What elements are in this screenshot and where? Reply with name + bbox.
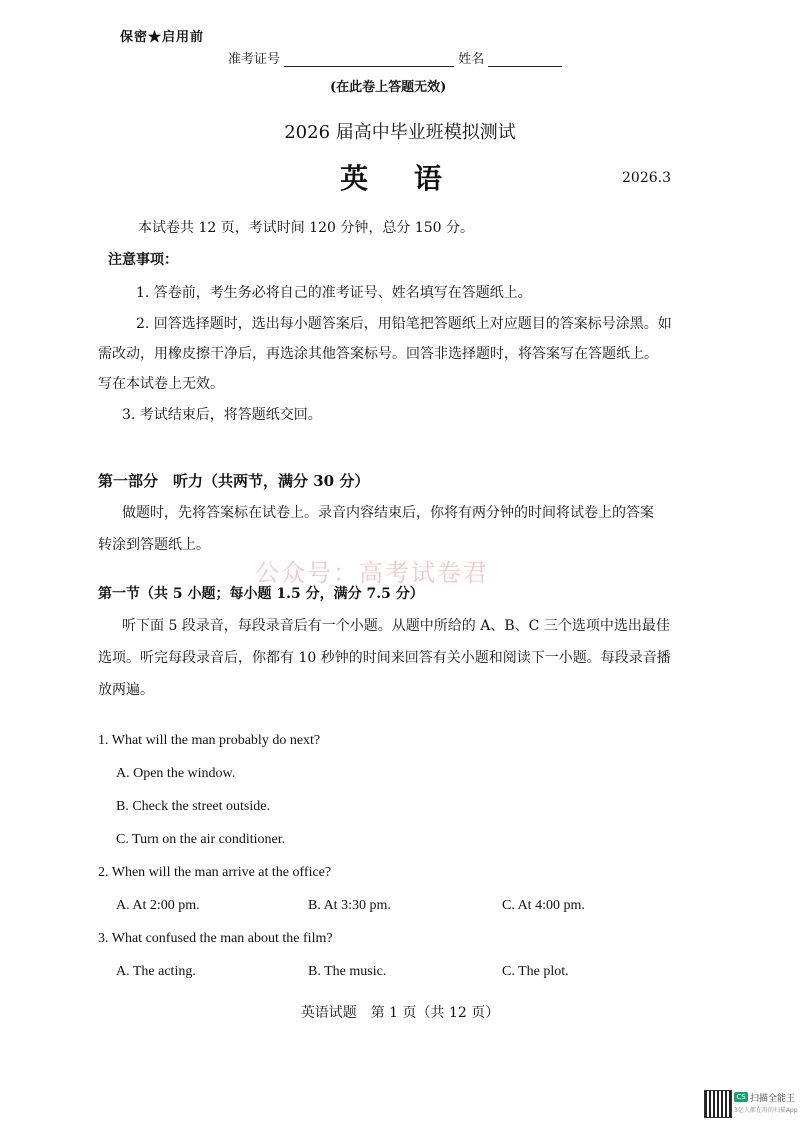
question-2-option-a[interactable]: A. At 2:00 pm.: [116, 898, 200, 913]
question-2-option-c[interactable]: C. At 4:00 pm.: [502, 898, 585, 913]
question-3-option-c[interactable]: C. The plot.: [502, 964, 569, 979]
watermark: 公众号：高考试卷君: [255, 559, 489, 587]
scanner-watermark: [704, 1090, 798, 1124]
camscanner-logo-icon: CS: [734, 1092, 748, 1102]
section1-instruction-line-2: 选项。听完每段录音后，你都有 10 秒钟的时间来回答有关小题和阅读下一小题。每段录音播: [98, 650, 671, 666]
invalid-note: (在此卷上答题无效): [330, 80, 447, 95]
section1-instruction-line-1: 听下面 5 段录音，每段录音后有一个小题。从题中所给的 A、B、C 三个选项中选出最佳: [122, 618, 670, 634]
question-1-option-b[interactable]: B. Check the street outside.: [116, 799, 270, 814]
question-1-stem: 1. What will the man probably do next?: [98, 733, 321, 748]
name-blank: [488, 52, 562, 67]
name-label: 姓名: [458, 52, 485, 67]
exam-id-label: 准考证号: [228, 52, 281, 67]
question-3-stem: 3. What confused the man about the film?: [98, 931, 333, 946]
note-1: 1. 答卷前，考生务必将自己的准考证号、姓名填写在答题纸上。: [136, 285, 532, 301]
note-2-line-2: 需改动，用橡皮擦干净后，再选涂其他答案标号。回答非选择题时，将答案写在答题纸上。: [98, 346, 658, 362]
note-2-line-1: 2. 回答选择题时，选出每小题答案后，用铅笔把答题纸上对应题目的答案标号涂黑。如: [136, 316, 672, 332]
section1-heading: 第一节（共 5 小题；每小题 1.5 分，满分 7.5 分）: [98, 586, 424, 602]
section1-instruction-line-3: 放两遍。: [98, 682, 154, 698]
part1-instruction-line-2: 转涂到答题纸上。: [98, 537, 210, 553]
question-3-option-b[interactable]: B. The music.: [308, 964, 387, 979]
exam-date: 2026.3: [622, 170, 671, 186]
part1-heading: 第一部分 听力（共两节，满分 30 分）: [98, 472, 370, 490]
notes-heading: 注意事项：: [108, 252, 178, 268]
page-footer: 英语试题 第 1 页（共 12 页）: [300, 1005, 500, 1021]
scanner-app-name: 扫描全能王: [750, 1094, 796, 1104]
part1-instruction-line-1: 做题时，先将答案标在试卷上。录音内容结束后，你将有两分钟的时间将试卷上的答案: [122, 505, 654, 521]
subject-title: 英 语: [340, 162, 460, 195]
exam-id-blank: [284, 52, 454, 67]
note-3: 3. 考试结束后，将答题纸交回。: [122, 407, 322, 423]
confidential-label: 保密★启用前: [120, 30, 205, 45]
question-2-option-b[interactable]: B. At 3:30 pm.: [308, 898, 391, 913]
scanner-tagline: 3亿人都在用的扫描App: [734, 1107, 798, 1114]
exam-title: 2026 届高中毕业班模拟测试: [284, 122, 516, 143]
qr-code-icon: [704, 1090, 732, 1118]
exam-summary: 本试卷共 12 页，考试时间 120 分钟，总分 150 分。: [138, 220, 474, 236]
question-3-option-a[interactable]: A. The acting.: [116, 964, 196, 979]
question-1-option-c[interactable]: C. Turn on the air conditioner.: [116, 832, 286, 847]
question-2-stem: 2. When will the man arrive at the office?: [98, 865, 332, 880]
note-2-line-3: 写在本试卷上无效。: [98, 376, 224, 392]
candidate-fields: [228, 48, 562, 67]
question-1-option-a[interactable]: A. Open the window.: [116, 766, 236, 781]
